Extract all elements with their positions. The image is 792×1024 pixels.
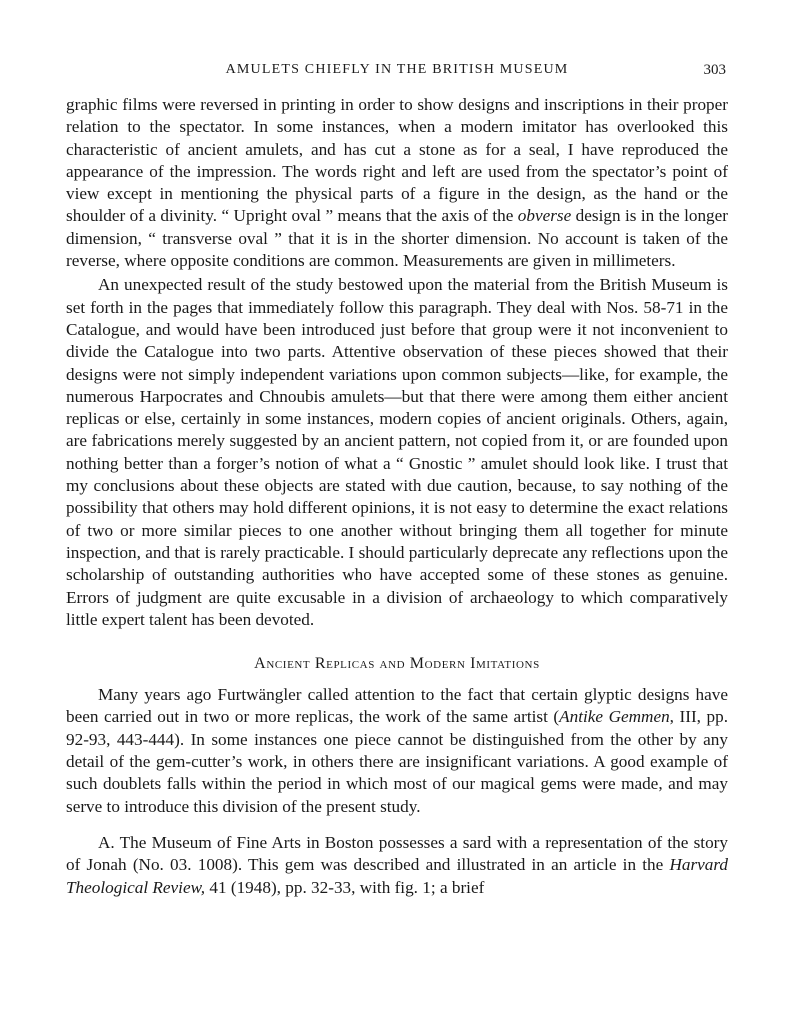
- page-number: 303: [703, 62, 726, 78]
- running-header: [66, 58, 728, 84]
- paragraph-1: [66, 94, 728, 272]
- paragraph-3-text-cont: , III, pp. 92-93, 443-444). In some instances one piece cannot be distinguished from the other by any detail of the gem-cutter’s work, in others there are insignificant variations. A good example of such doublets falls within the period in which most of our magical gems were made, and may serve to introduce this division of the present study.: [66, 707, 728, 816]
- section-heading: Ancient Replicas and Modern Imitations: [254, 655, 540, 673]
- running-title: AMULETS CHIEFLY IN THE BRITISH MUSEUM: [225, 62, 569, 77]
- paragraph-1-emphasis: obverse: [517, 206, 572, 226]
- paragraph-4-emphasis: Harvard Theological Review,: [66, 855, 728, 897]
- paragraph-3-text: Many years ago Furtwängler called attention to the fact that certain glyptic designs have been carried out in two or more replicas, the work of the same artist (: [66, 685, 728, 727]
- paragraph-1-text-cont: design is in the longer dimension, “ transverse oval ” that it is in the shorter dimension. No account is taken of the reverse, where opposite conditions are common. Measurements are given in millimeters.: [66, 206, 728, 271]
- paragraph-3: [66, 684, 728, 818]
- paragraph-1-text: graphic films were reversed in printing in order to show designs and inscriptions in their proper relation to the spectator. In some instances, when a modern imitator has overlooked this characteristic of ancient amulets, and has cut a stone as for a seal, I have reproduced the appearance of the impression. The words right and left are used from the spectator’s point of view except in mentioning the physical parts of a figure in the design, as the hand or the shoulder of a divinity. “ Upright oval ” means that the axis of the: [66, 95, 728, 226]
- paragraph-3-emphasis: Antike Gemmen: [559, 707, 670, 727]
- paragraph-4-text-cont: 41 (1948), pp. 32-33, with fig. 1; a brief: [205, 877, 485, 897]
- paragraph-4: [66, 832, 728, 899]
- page: [66, 58, 728, 899]
- paragraph-2: An unexpected result of the study bestowed upon the material from the British Museum is set forth in the pages that immediately follow this paragraph. They deal with Nos. 58-71 in the Catalogue, and would have been introduced just before that group were it not inconvenient to divide the Catalogue into two parts. Attentive observation of these pieces showed that their designs were not simply independent variations upon common subjects—like, for example, the numerous Harpocrates and Chnoubis amulets—but that there were among them either ancient replicas or else, certainly in some instances, modern copies of ancient originals. Others, again, are fabrications merely suggested by an ancient pattern, not copied from it, or are founded upon nothing better than a forger’s notion of what a “ Gnostic ” amulet should look like. I trust that my conclusions about these objects are stated with due caution, because, to say nothing of the possibility that others may hold different opinions, it is not easy to determine the exact relations of two or more similar pieces to one another without bringing them all together for minute inspection, and that is rarely practicable. I should particularly deprecate any reflections upon the scholarship of outstanding authorities who have accepted some of these stones as genuine. Errors of judgment are quite excusable in a division of archaeology to which comparatively little expert talent has been devoted.: [66, 275, 728, 629]
- paragraph-4-text: A. The Museum of Fine Arts in Boston possesses a sard with a representation of the story of Jonah (No. 03. 1008). This gem was described and illustrated in an article in the: [66, 832, 728, 875]
